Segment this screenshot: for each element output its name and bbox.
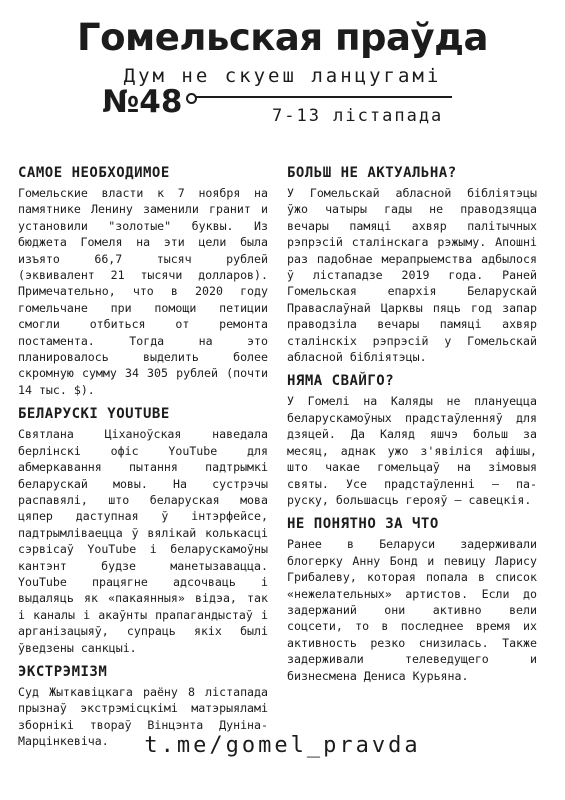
article <box>18 165 268 398</box>
newspaper-title: Гомельская праўда <box>77 16 488 59</box>
telegram-link[interactable]: t.me/gomel_pravda <box>144 733 421 758</box>
article-heading: НЯМА СВАЙГО? <box>287 373 395 390</box>
issue-dates: 7-13 лістапада <box>272 106 444 126</box>
article-body: У Гомельскай абласной бібліятэцы ўжо чатыры гады не праводзяцца вечары памяці ахвяр палітычных рэпрэсій сталінскага рэжыму. Апошні раз падобнае мерапрыемства адбылося ў лістападзе 2019 года. Раней Гомельская епархія Беларускай Праваслаўнай Царквы пяць год запар праводзіла вечары памяці ахвяр сталінскіх рэпрэсій у Гомельскай абласной бібліятэцы. <box>287 186 537 365</box>
article-body: Ранее в Беларуси задерживали блогерку Анну Бонд и певицу Ларису Грибалеву, которая попала в список «нежелательных» артистов. Если до задержаний они активно вели соцсети, то в последнее время их активность резко снизилась. Также задерживали телеведущего и бизнесмена Дениса Курьяна. <box>287 537 537 683</box>
article-heading: НЕ ПОНЯТНО ЗА ЧТО <box>287 516 439 533</box>
divider-ornament <box>186 93 197 104</box>
newspaper-motto: Дум не скуеш ланцугамі <box>123 65 442 87</box>
article-heading: БОЛЬШ НЕ АКТУАЛЬНА? <box>287 165 457 181</box>
article-heading: БЕЛАРУСКІ YOUTUBE <box>18 406 170 423</box>
article <box>287 516 537 684</box>
left-column <box>18 165 268 758</box>
article-body: Гомельские власти к 7 ноября на памятнике Ленину заменили гранит и установили "золотые" буквы. Из бюджета Гомеля на эти цели была изъято 66,7 тысяч рублей (эквивалент 21 тысячи долларов). Примечательно, что в 2020 году гомельчане при помощи петиции смогли отбиться от ремонта постамента. Тогда на это планировалось выделить более скромную сумму 34 305 рублей (почти 14 тыс. $). <box>18 186 268 397</box>
article <box>18 406 268 656</box>
right-column <box>287 165 537 692</box>
article-body: Суд Жыткавіцкага раёну 8 лістапада прызнаў экстрэмісцкімі матэрыяламі зборнікі твораў Вінцэнта Дуніна-Марцінкевіча. <box>18 684 268 749</box>
article-heading: ЭКСТРЭМІЗМ <box>18 663 108 680</box>
article-body: Святлана Ціханоўская наведала берлінскі офіс YouTube для абмеркавання пытання падтрымкі беларускай мовы. На сустрэчы распавялі, што беларуская мова цяпер даступная ў інтэрфейсе, падтрымліваецца ў вялікай колькасці сэрвісаў YouTube і беларускамоўны кантэнт будзе манетызавацца. YouTube працягне адсочваць і выдаляць як «пакаянныя» відэа, так і каналы і акаўнты прапагандыстаў і арганізацыяў, супраць якіх былі ўведзены санкцыі. <box>18 427 268 655</box>
article-heading: САМОЕ НЕОБХОДИМОЕ <box>18 165 170 181</box>
article-body: У Гомелі на Каляды не плануецца беларускамоўных прадстаўленняў для дзяцей. Да Каляд яшчэ больш за месяц, аднак ужо з'явіліся афішы, што чакае гомельцаў на зімовыя святы. Усе прадстаўленні — па-руску, большасць герояў — савецкія. <box>287 394 537 507</box>
article <box>287 373 537 508</box>
issue-number: №48 <box>102 84 183 120</box>
masthead-divider <box>190 96 452 98</box>
article <box>287 165 537 365</box>
